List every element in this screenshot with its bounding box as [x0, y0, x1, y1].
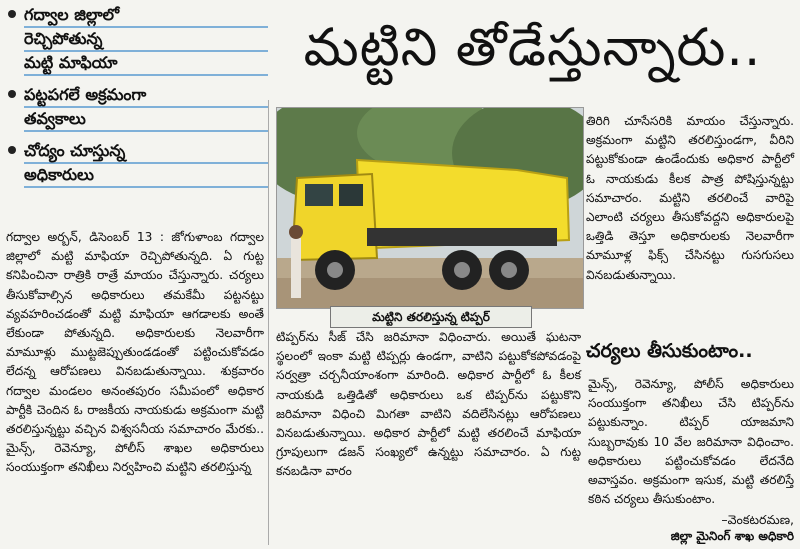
highlight-3	[8, 140, 268, 188]
bullet-dot-icon	[8, 10, 16, 18]
column-divider	[268, 100, 269, 545]
truck-illustration	[277, 108, 583, 308]
highlight-2-line-1: పట్టపగలే అక్రమంగా	[24, 84, 268, 108]
byline-designation: జిల్లా మైనింగ్ శాఖ అధికారి	[670, 529, 794, 543]
article-column-1	[6, 228, 264, 478]
photo-caption: మట్టిని తరలిస్తున్న టిప్పర్	[330, 306, 532, 328]
column-3-top-text: తిరిగి చూసేసరికి మాయం చేస్తున్నారు. అక్రమంగా మట్టిని తరలిస్తుండగా, వీరిని పట్టుకోకుండా ఉండేందుకు అధికార పార్టీలో ఓ నాయకుడు కీలక పాత్ర పోషిస్తున్నట్టు సమాచారం. మట్టిని తరలించే వారిపై ఎలాంటి చర్యలు తీసుకోవద్దని అధికారులపై ఒత్తిడి తెస్తూ అధికారులకు నెలవారీగా మామూళ్ల ఫిక్స్ చేసినట్టు గుసగుసలు వినబడుతున్నాయి.	[586, 114, 794, 282]
tipper-truck-photo	[276, 107, 584, 309]
highlight-1-line-1: గద్వాల జిల్లాలో	[24, 4, 268, 28]
highlights-box	[8, 4, 268, 196]
byline	[588, 511, 794, 545]
column-3-bottom-text: మైన్స్, రెవెన్యూ, పోలీస్ అధికారులు సంయుక్తంగా తనిఖీలు చేసి టిప్పర్‌ను పట్టుకున్నాం. టిప్పర్ యాజమాని సుబ్బరావుకు 10 వేల జరిమానా విధించాం. అధికారులు పట్టించుకోవడం లేదనేది అవాస్తవం. అక్రమంగా ఇసుక, మట్టి తరలిస్తే కఠిన చర్యలు తీసుకుంటాం.	[588, 377, 794, 507]
subheading: చర్యలు తీసుకుంటాం..	[586, 340, 753, 362]
highlight-1-line-3: మట్టి మాఫియా	[24, 52, 268, 76]
highlight-1	[8, 4, 268, 76]
highlight-1-line-2: రెచ్చిపోతున్న	[24, 28, 268, 52]
highlight-3-line-2: అధికారులు	[24, 164, 268, 188]
bullet-dot-icon	[8, 90, 16, 98]
column-1-text: గద్వాల అర్బన్, డిసెంబర్ 13 : జోగుళాంబ గద్వాల జిల్లాలో మట్టి మాఫియా రెచ్చిపోతున్నది. ఏ గుట్ట కనిపించినా రాత్రికి రాత్రే మాయం చేస్తున్నారు. చర్యలు తీసుకోవాల్సిన అధికారులు తమకేమీ పట్టనట్టు వ్యవహరించడంతో మట్టి మాఫియా ఆగడాలకు అంతే లేకుండా పోతున్నది. అధికారులకు నెలవారీగా మామూళ్లు ముట్టజెప్పుతుండడంతో పట్టించుకోవడం లేదన్న ఆరోపణలు వినబడుతున్నాయి. శుక్రవారం గద్వాల మండలం అనంతపురం సమీపంలో అధికార పార్టీకి చెందిన ఓ రాజకీయ నాయకుడు అక్రమంగా మట్టి తరలిస్తున్నట్టు వచ్చిన విశ్వసనీయ సమాచారం మేరకు.. మైన్స్, రెవెన్యూ, పోలీస్ శాఖల అధికారులు సంయుక్తంగా తనిఖీలు నిర్వహించి మట్టిని తరలిస్తున్న	[6, 230, 264, 475]
highlight-2-line-2: తవ్వకాలు	[24, 108, 268, 132]
article-column-3-top	[586, 112, 794, 285]
highlight-2	[8, 84, 268, 132]
article-column-3-bottom	[588, 375, 794, 509]
headline: మట్టిని తోడేస్తున్నారు..	[303, 18, 762, 78]
highlight-3-line-1: చోద్యం చూస్తున్న	[24, 140, 268, 164]
byline-name: –వెంకటరమణ,	[721, 512, 794, 527]
bullet-dot-icon	[8, 146, 16, 154]
article-column-2	[276, 328, 581, 482]
column-2-text: టిప్పర్‌ను సీజ్ చేసి జరిమానా విధించారు. అయితే ఘటనా స్థలంలో ఇంకా మట్టి టిప్పర్లు ఉండగా, వాటిని పట్టుకోకపోవడంపై సర్వత్రా చర్చనీయాంశంగా మారింది. అధికార పార్టీలో ఓ కీలక నాయకుడి ఒత్తిడితో అధికారులు ఒక టిప్పర్‌ను పట్టుకొని జరిమానా విధించి మిగతా వాటిని వదిలేసినట్లు ఆరోపణలు వినబడుతున్నాయి. అధికార పార్టీలో మట్టి తరలించే మాఫియా గ్రూపులుగా డజన్ సంఖ్యలో ఉన్నట్టు సమాచారం. ఏ గుట్ట కనబడినా వారం	[276, 330, 581, 479]
